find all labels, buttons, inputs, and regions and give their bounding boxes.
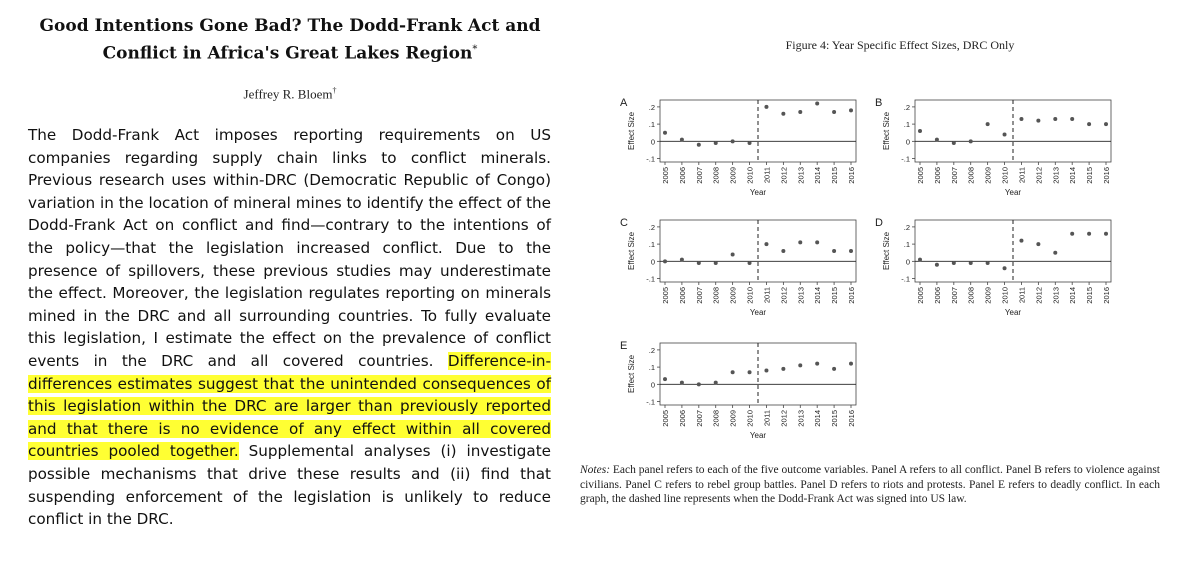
panel-d-xtick-label: 2005 [916,287,925,304]
panel-e-point [798,363,802,367]
paper-title-line-2 [20,38,560,66]
panel-a-point [714,141,718,145]
panel-a-ytick-label: .1 [648,120,655,130]
panel-a-xtick-label: 2007 [694,167,704,184]
figure-caption: Figure 4: Year Specific Effect Sizes, DRC Only [785,38,1015,52]
panel-c-point [764,242,768,246]
panel-d-point [1053,251,1057,255]
panel-b-xtick-label: 2005 [916,167,925,184]
panel-c-xtick-label: 2007 [694,287,704,304]
panel-a-xtick-label: 2012 [779,167,789,184]
panel-a-ylabel: Effect Size [627,111,636,151]
panel-a-xtick-label: 2010 [745,167,755,184]
panel-e-point [764,369,768,373]
paper-title [20,14,560,66]
panel-b-ylabel: Effect Size [882,111,891,151]
panel-c-point [663,259,667,263]
panel-e-xtick-label: 2011 [762,410,772,427]
panel-e-label: E [620,340,628,352]
panel-e-point [832,367,836,371]
panel-a-xtick-label: 2014 [813,167,823,184]
panel-c-point [781,249,785,253]
panel-d-xtick-label: 2015 [1085,287,1095,304]
panel-b-xtick-label: 2015 [1085,167,1095,184]
panel-d-xtick-label: 2011 [1017,287,1027,304]
paper-title-line-2-text: Conflict in Africa's Great Lakes Region [102,43,473,64]
panel-d-point [1036,242,1040,246]
panel-b-xtick-label: 2009 [983,167,993,184]
panel-c-xtick-label: 2005 [661,287,670,304]
panel-b-xtick-label: 2007 [949,167,959,184]
panel-e-ytick-label: -.1 [646,397,655,407]
panel-c-point [798,240,802,244]
panel-d-xtick-label: 2013 [1051,287,1061,304]
panel-e-point [663,377,667,381]
panel-d-point [1104,232,1108,236]
panel-e-point [714,381,718,385]
panel-b-xtick-label: 2010 [1000,167,1010,184]
panel-d-xtick-label: 2008 [966,287,976,304]
panel-b-ytick-label: .2 [903,102,910,112]
panel-e-point [697,382,701,386]
panel-c-ytick-label: .1 [648,240,655,250]
panel-a-xtick-label: 2006 [677,167,687,184]
panel-e-xtick-label: 2009 [728,410,738,427]
panel-b-xtick-label: 2008 [966,167,976,184]
panel-c-xtick-label: 2015 [830,287,840,304]
panel-b-point [1003,132,1007,136]
panel-b-point [918,129,922,133]
panel-e-xtick-label: 2014 [813,410,823,427]
paper-title-line-1: Good Intentions Gone Bad? The Dodd-Frank Act and [39,16,541,36]
panel-c-point [832,249,836,253]
panel-a-xtick-label: 2016 [847,167,856,184]
panel-e-point [748,370,752,374]
panel-e-point [849,362,853,366]
panel-b-point [1104,122,1108,126]
panel-e-xtick-label: 2012 [779,410,789,427]
panel-c-xtick-label: 2014 [813,287,823,304]
panel-e-xtick-label: 2016 [847,410,856,427]
panel-d-ytick-label: -.1 [901,274,910,284]
figure-panels [590,88,1150,458]
panel-b-point [969,139,973,143]
panel-d-point [1070,232,1074,236]
panel-d-point [935,263,939,267]
author [20,86,560,102]
panel-e-xtick-label: 2015 [830,410,840,427]
panel-a-xtick-label: 2011 [762,167,772,184]
panel-d-xtick-label: 2007 [949,287,959,304]
panel-c-xtick-label: 2011 [762,287,772,304]
panel-d-point [969,261,973,265]
panel-b-xtick-label: 2014 [1068,167,1078,184]
panel-a-xtick-label: 2008 [711,167,721,184]
panel-a-xtick-label: 2005 [661,167,670,184]
panel-d-xtick-label: 2012 [1034,287,1044,304]
panel-a-point [832,110,836,114]
panel-e-point [731,370,735,374]
notes-text: Each panel refers to each of the five outcome variables. Panel A refers to all conflict. Panel B refers to violence against civilians. Panel C refers to rebel group battles. Panel D refers to riots and protests. Panel E refers to deadly conflict. In each graph, the dashed line represents when the Dodd-Frank Act was signed into US law. [580,464,1160,505]
panel-b-point [935,138,939,142]
panel-b-xlabel: Year [1004,188,1022,197]
panel-b-ytick-label: -.1 [901,154,910,164]
panel-a-point [748,141,752,145]
panel-d-point [986,261,990,265]
panel-e-xtick-label: 2007 [694,410,704,427]
panel-d-ylabel: Effect Size [882,231,891,271]
panel-b-point [1087,122,1091,126]
panel-e-xtick-label: 2006 [677,410,687,427]
author-name: Jeffrey R. Bloem [243,86,333,102]
panel-e-ytick-label: .2 [648,345,655,355]
panel-a-point [849,108,853,112]
panel-b-xtick-label: 2016 [1102,167,1111,184]
figure-notes [580,463,1160,507]
panel-d-xtick-label: 2016 [1102,287,1111,304]
panel-e-xlabel: Year [749,431,767,440]
abstract-text: The Dodd-Frank Act imposes reporting requirements on US companies regarding supply chain links to conflict minerals. Previous research uses within-DRC (Democratic Republic of Congo) variation in the location of mineral mines to identify the effect of the Dodd-Frank Act on conflict and find—contrary to the intentions of the policy—that the legislation increased conflict. Due to the presence of spillovers, these previous studies may underestimate the effect. Moreover, the legislation regulates reporting on minerals mined in the DRC and all surrounding countries. To fully evaluate this legislation, I estimate the effect on the prevalence of conflict events in the DRC and all covered countries. [28,126,551,370]
panel-b-ytick-label: 0 [905,137,910,147]
panel-a-point [781,112,785,116]
panel-b-point [1053,117,1057,121]
abstract-text-end: Supplemental analyses (i) investigate possible mechanisms that drive these results and (ii) find that suspending enforcement of the legislation is unlikely to reduce conflict in the DRC. [28,442,551,529]
panel-c-ytick-label: -.1 [646,274,655,284]
panel-a-point [731,139,735,143]
panel-e-xtick-label: 2013 [796,410,806,427]
panel-a-xtick-label: 2015 [830,167,840,184]
panel-d-point [1087,232,1091,236]
panel-c-xtick-label: 2006 [677,287,687,304]
panel-d-xtick-label: 2014 [1068,287,1078,304]
panel-b-xtick-label: 2013 [1051,167,1061,184]
panel-c-xtick-label: 2008 [711,287,721,304]
panel-c-point [697,261,701,265]
panel-c-point [849,249,853,253]
panel-a-point [663,131,667,135]
panel-c-point [815,240,819,244]
panel-b-point [952,141,956,145]
abstract [28,124,551,531]
abstract-highlighted-text: Difference-in-differences estimates suggest that the unintended consequences of this legislation within the DRC are larger than previously reported and that there is no evidence of any effect within all covered countries pooled together. [28,351,551,461]
panel-d-xlabel: Year [1004,308,1022,317]
panel-d-point [1003,266,1007,270]
panel-c-point [731,252,735,256]
panel-d-ytick-label: 0 [905,257,910,267]
title-footnote-mark: * [472,44,478,55]
panel-c-xlabel: Year [749,308,767,317]
panel-c-ytick-label: 0 [650,257,655,267]
panel-a-ytick-label: -.1 [646,154,655,164]
panel-d-point [918,258,922,262]
panel-a-label: A [620,97,628,109]
panel-a-xlabel: Year [749,188,767,197]
panel-d-label: D [875,217,883,229]
panel-b-label: B [875,97,883,109]
panel-a-ytick-label: 0 [650,137,655,147]
panel-c-ytick-label: .2 [648,222,655,232]
panel-b-xtick-label: 2011 [1017,167,1027,184]
panel-d-ytick-label: .2 [903,222,910,232]
panel-d-xtick-label: 2009 [983,287,993,304]
panel-b-point [986,122,990,126]
panel-e-ytick-label: 0 [650,380,655,390]
panel-c-point [748,261,752,265]
panel-c-xtick-label: 2012 [779,287,789,304]
panel-a-point [815,101,819,105]
panel-e-xtick-label: 2008 [711,410,721,427]
panel-d-xtick-label: 2006 [932,287,942,304]
panel-b-point [1019,117,1023,121]
panel-b-xtick-label: 2012 [1034,167,1044,184]
panel-e-ylabel: Effect Size [627,354,636,394]
panel-c-point [680,258,684,262]
panel-a-xtick-label: 2013 [796,167,806,184]
panel-a-point [798,110,802,114]
panel-c-xtick-label: 2016 [847,287,856,304]
panel-e-point [680,381,684,385]
notes-label: Notes: [580,464,611,476]
panel-c-point [714,261,718,265]
panel-a-xtick-label: 2009 [728,167,738,184]
panel-d-xtick-label: 2010 [1000,287,1010,304]
panel-a-point [697,143,701,147]
panel-e-xtick-label: 2010 [745,410,755,427]
panel-a-point [764,105,768,109]
panel-b-ytick-label: .1 [903,120,910,130]
panel-c-xtick-label: 2009 [728,287,738,304]
panel-e-xtick-label: 2005 [661,410,670,427]
panel-c-label: C [620,217,628,229]
panel-b-point [1036,119,1040,123]
panel-a-ytick-label: .2 [648,102,655,112]
panel-e-point [781,367,785,371]
panel-c-ylabel: Effect Size [627,231,636,271]
author-footnote-mark: † [332,86,337,95]
panel-c-xtick-label: 2010 [745,287,755,304]
panel-a-point [680,138,684,142]
panel-c-xtick-label: 2013 [796,287,806,304]
panel-e-ytick-label: .1 [648,363,655,373]
panel-d-point [1019,239,1023,243]
panel-e-point [815,362,819,366]
panel-d-ytick-label: .1 [903,240,910,250]
panel-b-xtick-label: 2006 [932,167,942,184]
panel-b-point [1070,117,1074,121]
panel-d-point [952,261,956,265]
